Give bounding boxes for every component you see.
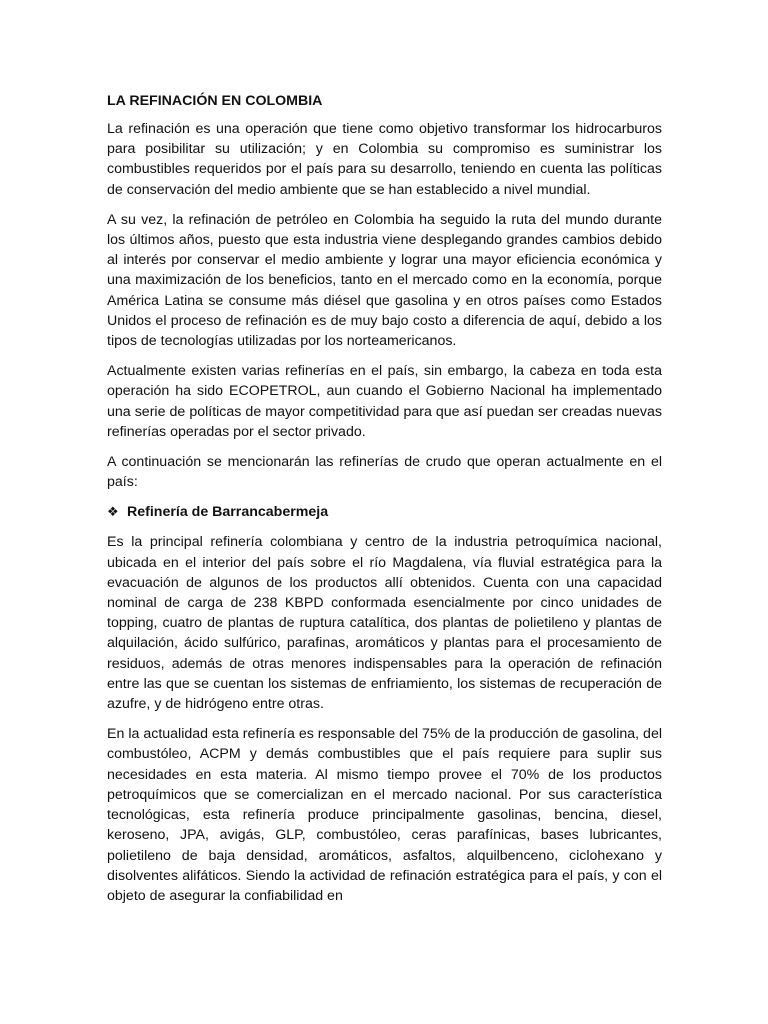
section-heading: [107, 502, 662, 522]
paragraph: En la actualidad esta refinería es responsable del 75% de la producción de gasolina, del combustóleo, ACPM y demás combustibles que el país requiere para suplir sus necesidades en esta materia. Al mismo tiempo provee el 70% de los productos petroquímicos que se comercializan en el mercado nacional. Por sus característica tecnológicas, esta refinería produce principalmente gasolinas, bencina, diesel, keroseno, JPA, avigás, GLP, combustóleo, ceras parafínicas, bases lubricantes, polietileno de baja densidad, aromáticos, asfaltos, alquilbenceno, ciclohexano y disolventes alifáticos. Siendo la actividad de refinación estratégica para el país, y con el objeto de asegurar la confiabilidad en: [107, 726, 662, 904]
paragraph: Actualmente existen varias refinerías en el país, sin embargo, la cabeza en toda esta operación ha sido ECOPETROL, aun cuando el Gobierno Nacional ha implementado una serie de políticas de mayor competitividad para que así puedan ser creadas nuevas refinerías operadas por el sector privado.: [107, 363, 662, 440]
paragraph: A su vez, la refinación de petróleo en Colombia ha seguido la ruta del mundo durante los últimos años, puesto que esta industria viene desplegando grandes cambios debido al interés por conservar el medio ambiente y lograr una mayor eficiencia económica y una maximización de los beneficios, tanto en el mercado como en la economía, porque América Latina se consume más diésel que gasolina y en otros países como Estados Unidos el proceso de refinación es de muy bajo costo a diferencia de aquí, debido a los tipos de tecnologías utilizadas por los norteamericanos.: [107, 211, 662, 350]
diamond-bullet-icon: ❖: [107, 504, 119, 520]
document-body: [107, 91, 662, 916]
paragraph: Es la principal refinería colombiana y centro de la industria petroquímica nacional, ubicada en el interior del país sobre el río Magdalena, vía fluvial estratégica para la evacuación de algunos de los productos allí obtenidos. Cuenta con una capacidad nominal de carga de 238 KBPD conformada esencialmente por cinco unidades de topping, cuatro de plantas de ruptura catalítica, dos plantas de polietileno y plantas de alquilación, ácido sulfúrico, parafinas, aromáticos y plantas para el procesamiento de residuos, además de otras menores indispensables para la operación de refinación entre las que se cuentan los sistemas de enfriamiento, los sistemas de recuperación de azufre, y de hidrógeno entre otras.: [107, 534, 662, 713]
section-heading-label: Refinería de Barrancabermeja: [127, 504, 329, 521]
paragraph: A continuación se mencionarán las refinerías de crudo que operan actualmente en el país:: [107, 454, 662, 491]
page-title: LA REFINACIÓN EN COLOMBIA: [107, 93, 323, 109]
paragraph: La refinación es una operación que tiene como objetivo transformar los hidrocarburos para posibilitar su utilización; y en Colombia su compromiso es suministrar los combustibles requeridos por el país para su desarrollo, teniendo en cuenta las políticas de conservación del medio ambiente que se han establecido a nivel mundial.: [107, 121, 662, 198]
